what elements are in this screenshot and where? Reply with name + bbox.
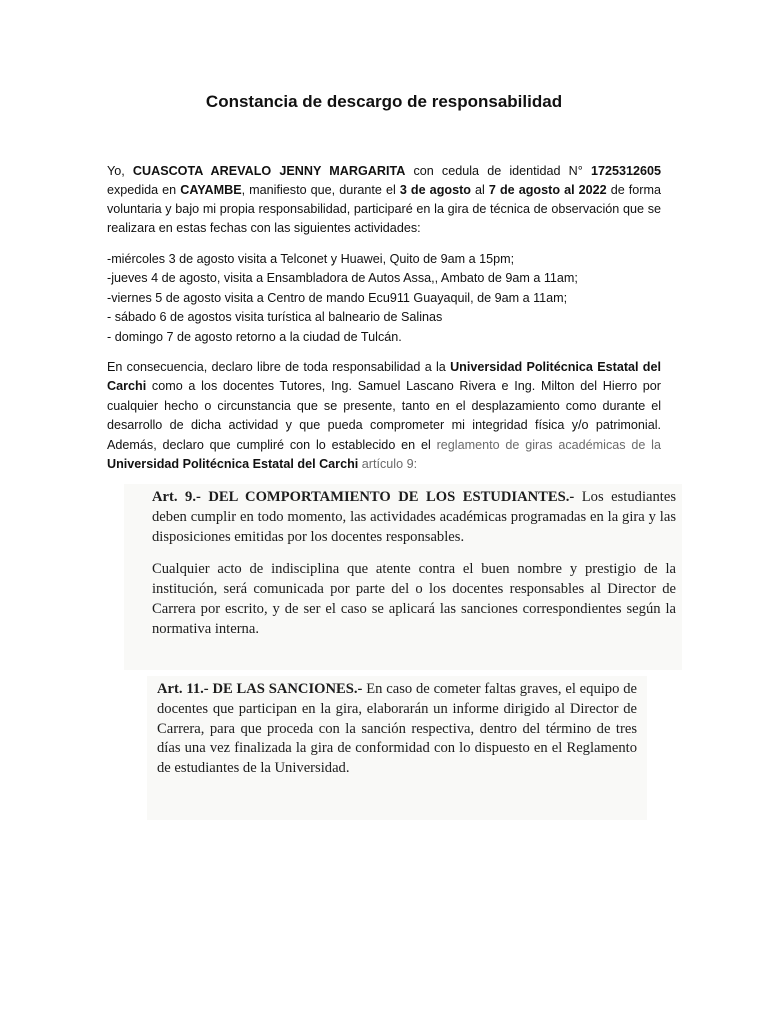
scanned-article-11 xyxy=(147,676,647,820)
intro-text-3: expedida en xyxy=(107,183,181,197)
date-from: 3 de agosto xyxy=(399,183,471,197)
full-name: CUASCOTA AREVALO JENNY MARGARITA xyxy=(132,164,406,178)
consequence-text-1: En consecuencia, declaro libre de toda responsabilidad a la xyxy=(107,360,451,374)
intro-text-1: Yo, xyxy=(107,164,133,178)
activity-item: - sábado 6 de agostos visita turística al balneario de Salinas xyxy=(107,310,443,325)
activity-item: -viernes 5 de agosto visita a Centro de mando Ecu911 Guayaquil, de 9am a 11am; xyxy=(107,290,568,305)
consequence-text-3: Además, declaro que cumpliré con lo establecido en el xyxy=(107,437,437,452)
activity-item: -miércoles 3 de agosto visita a Telconet y Huawei, Quito de 9am a 15pm; xyxy=(107,252,515,266)
article-9-paragraph xyxy=(152,488,676,547)
issue-city: CAYAMBE xyxy=(180,183,242,197)
article-11-body: En caso de cometer faltas graves, el equipo de docentes que participan en la gira, elaborarán un informe dirigido al Director de Carrera, para que proceda con la sanción respectiva, dentro del término de tres días una vez finalizada la gira de conformidad con lo dispuesto en el Reglamento de estudiantes de la Universidad. xyxy=(157,681,637,777)
scanned-article-9 xyxy=(124,484,682,670)
intro-text-4: , manifiesto que, durante el xyxy=(241,183,400,197)
regulation-name: reglamento de giras académicas de la xyxy=(436,437,661,452)
document-title: Constancia de descargo de responsabilidad xyxy=(205,92,563,111)
activities-list xyxy=(107,250,661,347)
activity-item: -jueves 4 de agosto, visita a Ensambladora de Autos Assa,, Ambato de 9am a 11am; xyxy=(107,271,578,286)
article-reference: artículo 9: xyxy=(358,457,418,472)
consequence-paragraph xyxy=(107,358,661,474)
intro-text-5: al xyxy=(470,183,489,197)
intro-paragraph xyxy=(107,162,661,238)
university-name-2: Universidad Politécnica Estatal del Carchi xyxy=(107,457,359,472)
article-9-body: Los estudiantes deben cumplir en todo momento, las actividades académicas programadas en la gira y las disposiciones emitidas por los docentes responsables. xyxy=(152,489,676,545)
activity-item: - domingo 7 de agosto retorno a la ciudad de Tulcán. xyxy=(107,329,402,344)
id-number: 1725312605 xyxy=(590,164,661,178)
article-11-heading: Art. 11.- DE LAS SANCIONES.- xyxy=(157,681,363,697)
intro-text-6: de forma voluntaria y bajo mi propia responsabilidad, participaré en la gira de técnica de observación que se realizara en estas fechas con las siguientes actividades: xyxy=(107,183,661,235)
intro-text-2: con cedula de identidad N° xyxy=(405,164,591,178)
article-11-paragraph xyxy=(157,680,637,779)
university-name: Universidad Politécnica Estatal del Carchi xyxy=(107,360,661,394)
date-to: 7 de agosto al 2022 xyxy=(488,183,607,197)
article-9-paragraph-2: Cualquier acto de indisciplina que atente contra el buen nombre y prestigio de la institución, será comunicada por parte del o los docentes responsables al Director de Carrera por escrito, y de ser el caso se aplicará las sanciones correspondientes según la normativa interna. xyxy=(152,561,676,637)
article-9-heading: Art. 9.- DEL COMPORTAMIENTO DE LOS ESTUDIANTES.- xyxy=(152,489,575,505)
paragraph-gap xyxy=(152,547,676,560)
consequence-text-2: como a los docentes Tutores, Ing. Samuel Lascano Rivera e Ing. Milton del Hierro por cualquier hecho o circunstancia que se presente, tanto en el desplazamiento como durante el desarrollo de dicha actividad y que pueda comprometer mi integridad física y/o patrimonial. xyxy=(107,379,661,433)
